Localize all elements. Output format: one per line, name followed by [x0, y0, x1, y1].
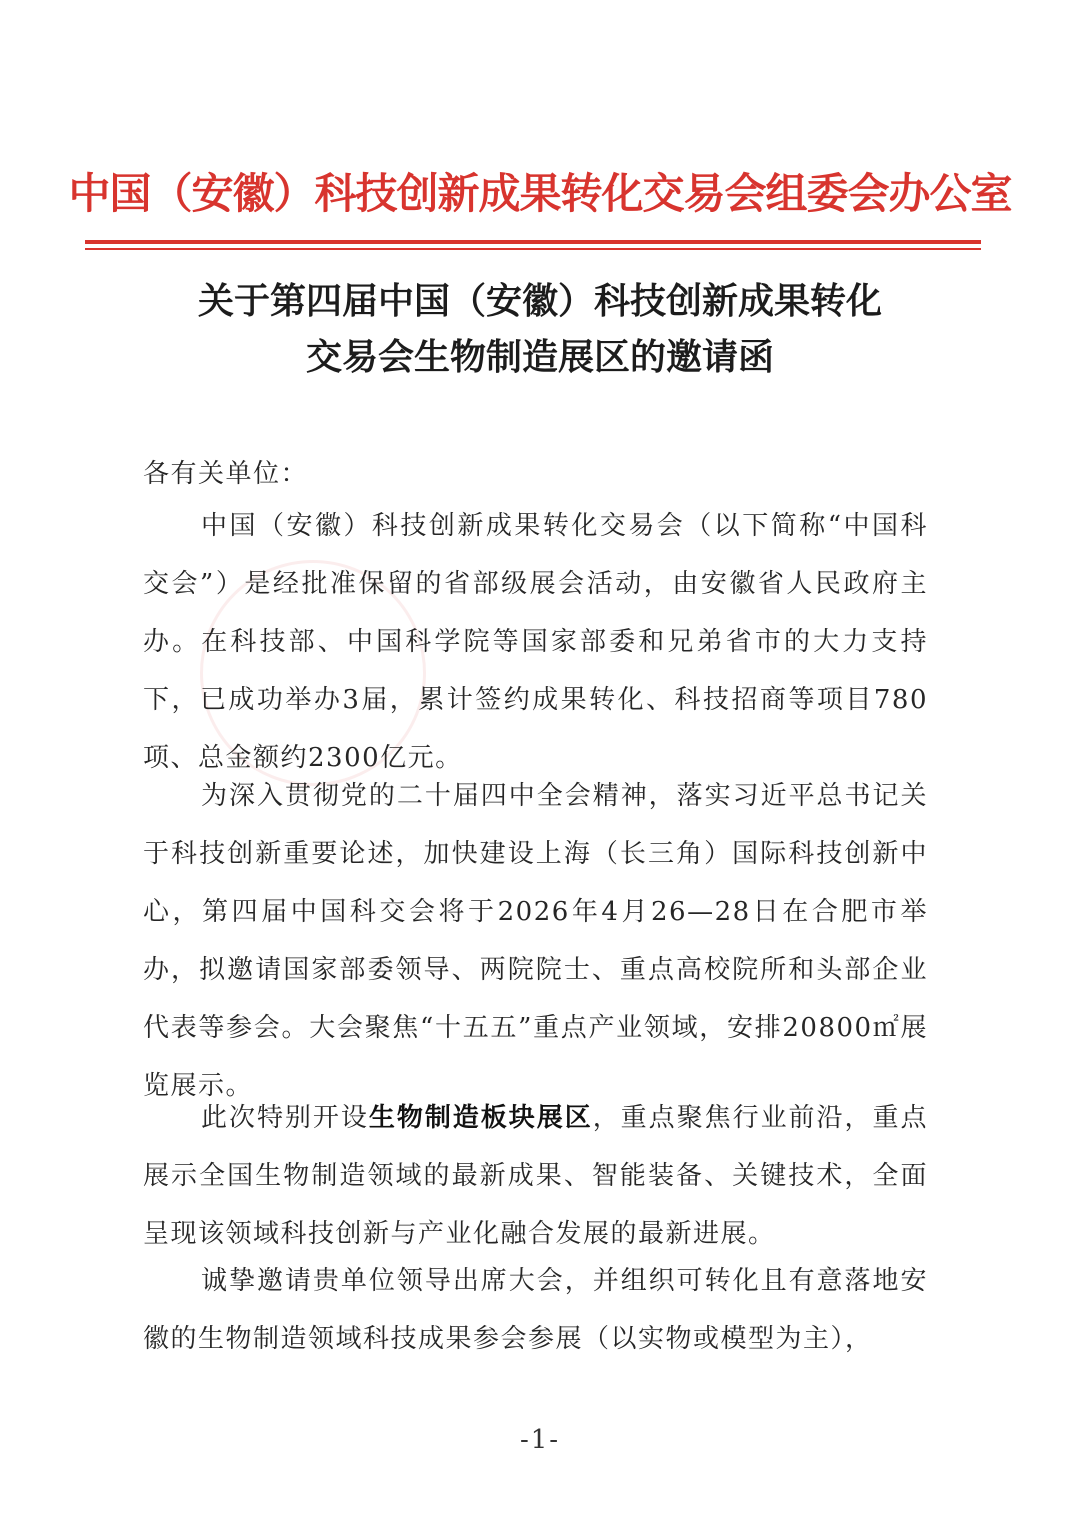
document-title-line2: 交易会生物制造展区的邀请函 [305, 337, 774, 378]
paragraph-4: 诚挚邀请贵单位领导出席大会，并组织可转化且有意落地安徽的生物制造领域科技成果参会参展（以实物或模型为主）， [143, 1266, 928, 1354]
paragraph-3 [143, 1089, 928, 1263]
letterhead-title: 中国（安徽）科技创新成果转化交易会组委会办公室 [68, 169, 1012, 218]
paragraph-3-highlight: 生物制造板块展区 [368, 1103, 593, 1133]
letterhead-rule-thick [85, 240, 981, 244]
paragraph-3-lead: 此次特别开设 [201, 1103, 369, 1133]
salutation: 各有关单位： [143, 459, 309, 489]
paragraph-3-rest: ，重点聚焦行业前沿，重点展示全国生物制造领域的最新成果、智能装备、关键技术，全面呈现该领域科技创新与产业化融合发展的最新进展。 [143, 1103, 928, 1249]
page-number: -1- [519, 1425, 561, 1455]
paragraph-2: 为深入贯彻党的二十届四中全会精神，落实习近平总书记关于科技创新重要论述，加快建设上海（长三角）国际科技创新中心，第四届中国科交会将于2026年4月26—28日在合肥市举办，拟邀请国家部委领导、两院院士、重点高校院所和头部企业代表等参会。大会聚焦“十五五”重点产业领域，安排20800㎡展览展示。 [143, 781, 928, 1101]
letterhead-rule-thin [85, 248, 981, 250]
document-title-line1: 关于第四届中国（安徽）科技创新成果转化 [197, 281, 882, 322]
paragraph-1: 中国（安徽）科技创新成果转化交易会（以下简称“中国科交会”）是经批准保留的省部级展会活动，由安徽省人民政府主办。在科技部、中国科学院等国家部委和兄弟省市的大力支持下，已成功举办3届，累计签约成果转化、科技招商等项目780项、总金额约2300亿元。 [143, 511, 928, 773]
